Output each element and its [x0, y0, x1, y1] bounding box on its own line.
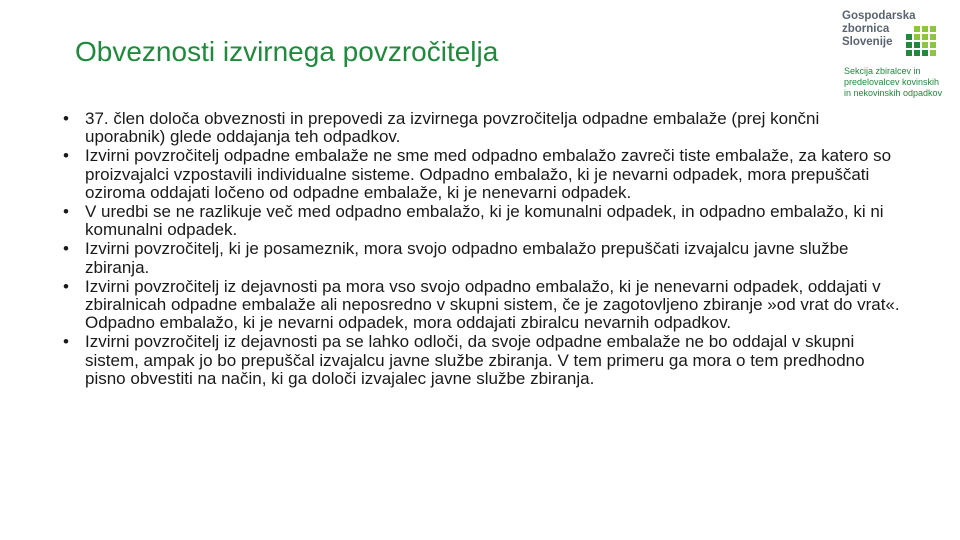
bullet-text: Izvirni povzročitelj iz dejavnosti pa mora vso svojo odpadno embalažo, ki je nenevarni odpadek, oddajati v zbiralnicah odpadne embalaže ali neposredno v skupni sistem, če je zagotovljeno zbiranje »od vrat do vrat«. Odpadno embalažo, ki je nevarni odpadek, mora oddajati zbiralcu nevarnih odpadkov. [85, 276, 900, 333]
bullet-text: 37. člen določa obveznosti in prepovedi za izvirnega povzročitelja odpadne embalaže (prej končni uporabnik) glede oddajanja teh odpadkov. [85, 109, 820, 147]
logo-org-line: Gospodarska [842, 10, 916, 22]
slide-title: Obveznosti izvirnega povzročitelja [75, 36, 499, 67]
gzs-logo [842, 10, 954, 105]
logo-section-line: predelovalcev kovinskih [844, 77, 940, 87]
bullet-text: Izvirni povzročitelj iz dejavnosti pa se lahko odloči, da svoje odpadne embalaže ne bo oddajal v skupni sistem, ampak jo bo prepuščal izvajalcu javne službe zbiranja. V tem primeru ga mora o tem predhodno pisno obvestiti na način, ki ga določi izvajalec javne službe zbiranja. [85, 332, 865, 388]
bullet-dot-icon: • [63, 146, 69, 166]
bullet-item [60, 110, 900, 146]
logo-section-line: Sekcija zbiralcev in [844, 66, 921, 76]
bullet-text: Izvirni povzročitelj odpadne embalaže ne sme med odpadno embalažo zavreči tiste embalaže, za katero so proizvajalci vzpostavili individualne sisteme. Odpadno embalažo, ki je nevarni odpadek, mora prepuščati oziroma oddajati ločeno od odpadne embalaže, ki je nenevarni odpadek. [85, 146, 892, 202]
bullet-dot-icon: • [63, 109, 69, 128]
bullet-item [60, 240, 900, 276]
bullet-dot-icon: • [63, 239, 69, 259]
bullet-text: V uredbi se ne razlikuje več med odpadno embalažo, ki je komunalni odpadek, in odpadno embalažo, ki ni komunalni odpadek. [85, 202, 884, 240]
logo-section-name [844, 66, 954, 99]
bullet-text: Izvirni povzročitelj, ki je posameznik, mora svojo odpadno embalažo prepuščati izvajalcu javne službe zbiranja. [85, 239, 849, 277]
logo-org-line: zbornica [842, 23, 890, 35]
bullet-item [60, 278, 900, 333]
bullet-item [60, 203, 900, 239]
bullet-dot-icon: • [63, 202, 69, 222]
bullet-dot-icon: • [63, 332, 69, 352]
logo-org-name [842, 10, 916, 49]
bullet-item [60, 147, 900, 202]
bullet-list [60, 110, 900, 389]
bullet-dot-icon: • [63, 276, 69, 296]
bullet-item [60, 333, 900, 388]
logo-org-line: Slovenije [842, 36, 893, 48]
logo-grid-icon [902, 26, 936, 60]
logo-section-line: in nekovinskih odpadkov [844, 88, 943, 98]
